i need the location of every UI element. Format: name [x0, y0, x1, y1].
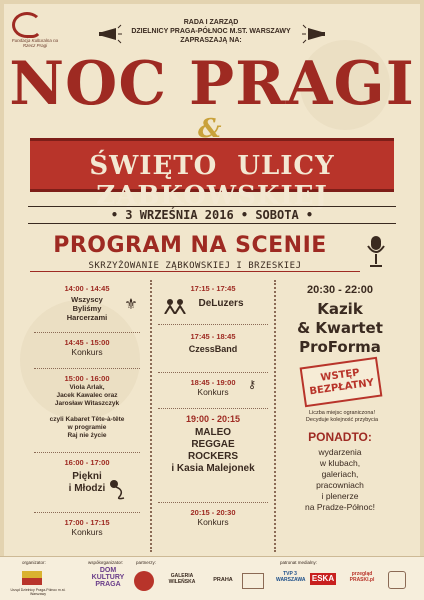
slot-time: 18:45 - 19:00: [190, 378, 236, 387]
partner-logo-square: [388, 571, 406, 589]
slot: [152, 332, 274, 354]
galeria-wilenska-logo: GALERIA WILEŃSKA: [168, 573, 196, 585]
organizer-name: Urząd Dzielnicy Praga-Północ m.st. Warszawy: [10, 588, 66, 596]
organizers-line-3: ZAPRASZAJĄ NA:: [180, 37, 242, 44]
microphone-cable-icon: [106, 476, 130, 500]
program-column-2: [150, 280, 276, 552]
praha-logo: PRAHA: [213, 577, 233, 583]
slot-time: 17:00 - 17:15: [64, 518, 110, 527]
slot-time: 17:45 - 18:45: [190, 332, 236, 341]
band-icon: [164, 298, 186, 314]
megaphone-right-icon: [302, 24, 328, 44]
divider: [158, 502, 268, 503]
program-location: SKRZYŻOWANIE ZĄBKOWSKIEJ I BRZESKIEJ: [30, 261, 360, 272]
key-icon: ⚷: [248, 379, 257, 391]
limited-seats-note: Liczba miejsc ograniczona! Decyduje kolejność przybycia: [305, 410, 379, 423]
dom-kultury-praga-logo: DOM KULTURY PRAGA: [91, 567, 125, 588]
slot: [28, 338, 146, 357]
slot-time: 19:00 - 20:15: [185, 414, 241, 424]
slot: [28, 518, 146, 537]
program-column-1: [28, 280, 146, 552]
divider: [158, 408, 268, 409]
slot-time: 16:00 - 17:00: [64, 458, 110, 467]
slot-performer: Konkurs: [197, 517, 229, 527]
ribbon-title: ŚWIĘTO ULICY ZĄBKOWSKIEJ: [89, 151, 335, 211]
main-title: NOC PRAGI: [9, 49, 415, 119]
przeglad-praski-logo: przegląd PRASKI.pl: [349, 571, 375, 583]
slot-performer: MALEO REGGAE ROCKERS i Kasia Malejonek: [171, 427, 255, 474]
divider: [34, 332, 140, 333]
slot-time: 20:15 - 20:30: [190, 508, 236, 517]
slot-time: 15:00 - 16:00: [64, 374, 110, 383]
tvp3-logo: TVP 3 WARSZAWA: [276, 571, 306, 583]
slot-performer: Wszyscy Byliśmy Harcerzami: [66, 295, 108, 322]
partners-label: partnerzy:: [136, 560, 157, 565]
sponsors-footer: [0, 556, 424, 600]
eska-logo: ESKA: [311, 574, 335, 583]
organizers-text: [116, 18, 306, 45]
ponadto-heading: PONADTO:: [308, 430, 372, 444]
organizers-line-2: DZIELNICY PRAGA-PÓŁNOC M.ST. WARSZAWY: [131, 28, 291, 35]
slot-time: 14:45 - 15:00: [64, 338, 110, 347]
slot-performer: Piękni i Młodzi: [68, 471, 106, 494]
slot-time: 17:15 - 17:45: [190, 284, 236, 293]
warsaw-flag-icon: [22, 571, 42, 585]
partner-logo-round: [134, 571, 154, 591]
partner-logo-small: [242, 573, 264, 589]
event-date: • 3 WRZEŚNIA 2016 • SOBOTA •: [28, 206, 396, 224]
slot-performer: Konkurs: [71, 347, 103, 357]
slot-performer: Konkurs: [71, 527, 103, 537]
slot: [28, 374, 146, 440]
co-organizer-label: współorganizator:: [88, 560, 124, 565]
program-title: PROGRAM NA SCENIE: [53, 233, 327, 258]
slot-time: 14:00 - 14:45: [64, 284, 110, 293]
free-entry-text: WSTĘP BEZPŁATNY: [308, 367, 375, 398]
divider: [34, 368, 140, 369]
headliner-time: 20:30 - 22:00: [306, 284, 374, 296]
slot: [152, 508, 274, 527]
ribbon-banner: [30, 138, 394, 211]
ampersand: &: [198, 114, 222, 144]
slot-performer: DeLuzers: [198, 298, 244, 309]
swirl-icon: [12, 12, 42, 38]
fleur-de-lis-icon: ⚜: [124, 296, 138, 313]
divider: [34, 512, 140, 513]
media-label: patronat medialny:: [280, 560, 318, 565]
microphone-icon: [362, 234, 390, 270]
slot-performer: Konkurs: [197, 387, 229, 397]
divider: [34, 452, 140, 453]
organizers-line-1: RADA I ZARZĄD: [183, 19, 239, 26]
ponadto-text: wydarzenia w klubach, galeriach, pracowniach i plenerze na Pradze-Północ!: [305, 447, 375, 512]
organizer-label: organizator:: [22, 560, 46, 565]
headliner-name: Kazik & Kwartet ProForma: [297, 300, 383, 356]
divider: [158, 372, 268, 373]
slot-performer: Viola Arlak, Jacek Kawalec oraz Jarosław Witaszczyk czyli Kabaret Tête-à-tête w programie Raj nie życie: [49, 384, 125, 439]
slot: [152, 414, 274, 475]
divider: [158, 324, 268, 325]
slot-performer: CzessBand: [188, 344, 238, 354]
foundation-logo-text: Fundacja Kulturalna na Rzecz Pragi: [11, 38, 59, 48]
